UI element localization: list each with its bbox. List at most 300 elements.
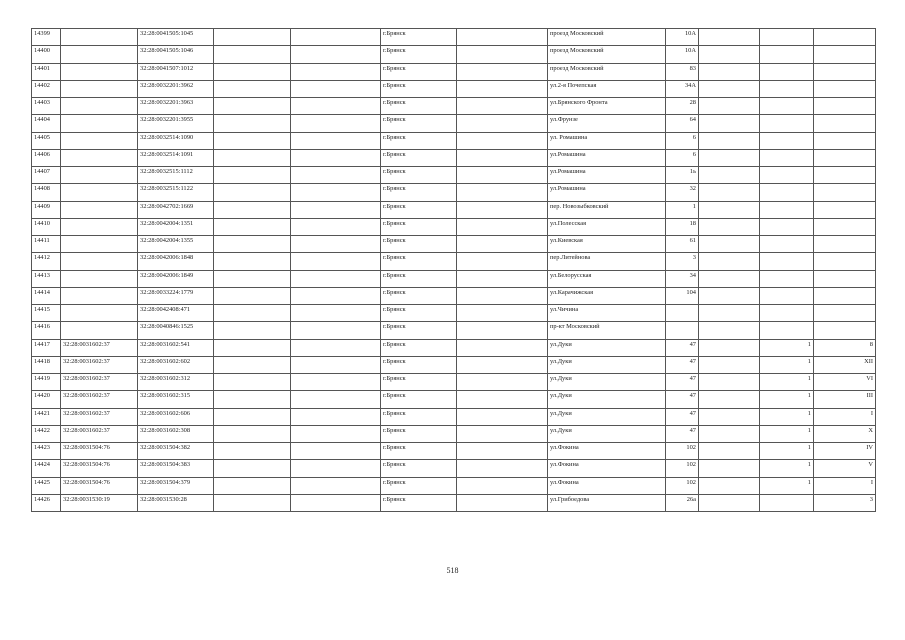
empty-cell bbox=[699, 115, 760, 132]
flat-cell: 1 bbox=[760, 391, 814, 408]
house-number-cell: 102 bbox=[666, 443, 699, 460]
table-row bbox=[32, 425, 876, 442]
city-cell: г.Брянск bbox=[381, 460, 457, 477]
empty-cell bbox=[699, 253, 760, 270]
cadastral-number-cell: 32:28:0040846:1525 bbox=[138, 322, 214, 339]
flat-cell bbox=[760, 149, 814, 166]
room-cell: I bbox=[814, 408, 876, 425]
empty-cell bbox=[699, 374, 760, 391]
room-cell bbox=[814, 201, 876, 218]
empty-cell bbox=[291, 115, 381, 132]
empty-cell bbox=[457, 425, 548, 442]
parent-cadastral-number-cell: 32:28:0031602:37 bbox=[61, 425, 138, 442]
empty-cell bbox=[699, 63, 760, 80]
house-number-cell: 47 bbox=[666, 374, 699, 391]
parent-cadastral-number-cell bbox=[61, 167, 138, 184]
street-cell: ул.Дуки bbox=[548, 408, 666, 425]
empty-cell bbox=[214, 63, 291, 80]
room-cell bbox=[814, 98, 876, 115]
street-cell: ул.Дуки bbox=[548, 356, 666, 373]
empty-cell bbox=[699, 339, 760, 356]
city-cell: г.Брянск bbox=[381, 287, 457, 304]
flat-cell bbox=[760, 201, 814, 218]
flat-cell bbox=[760, 305, 814, 322]
cadastral-number-cell: 32:28:0032514:1091 bbox=[138, 149, 214, 166]
empty-cell bbox=[457, 167, 548, 184]
parent-cadastral-number-cell: 32:28:0031602:37 bbox=[61, 374, 138, 391]
city-cell: г.Брянск bbox=[381, 339, 457, 356]
house-number-cell: 1 bbox=[666, 201, 699, 218]
empty-cell bbox=[699, 184, 760, 201]
house-number-cell: 102 bbox=[666, 460, 699, 477]
street-cell: ул.Фокина bbox=[548, 460, 666, 477]
city-cell: г.Брянск bbox=[381, 494, 457, 511]
empty-cell bbox=[291, 63, 381, 80]
city-cell: г.Брянск bbox=[381, 374, 457, 391]
parent-cadastral-number-cell bbox=[61, 46, 138, 63]
cadastral-number-cell: 32:28:0031602:541 bbox=[138, 339, 214, 356]
city-cell: г.Брянск bbox=[381, 391, 457, 408]
table-row bbox=[32, 63, 876, 80]
room-cell bbox=[814, 236, 876, 253]
cadastral-number-cell: 32:28:0031504:383 bbox=[138, 460, 214, 477]
table-row bbox=[32, 218, 876, 235]
parent-cadastral-number-cell bbox=[61, 149, 138, 166]
empty-cell bbox=[291, 322, 381, 339]
room-cell: 8 bbox=[814, 339, 876, 356]
flat-cell: 1 bbox=[760, 339, 814, 356]
flat-cell: 1 bbox=[760, 477, 814, 494]
city-cell: г.Брянск bbox=[381, 270, 457, 287]
house-number-cell: 3 bbox=[666, 253, 699, 270]
empty-cell bbox=[457, 270, 548, 287]
parent-cadastral-number-cell: 32:28:0031602:37 bbox=[61, 408, 138, 425]
parent-cadastral-number-cell: 32:28:0031602:37 bbox=[61, 339, 138, 356]
flat-cell bbox=[760, 184, 814, 201]
record-number-cell: 14421 bbox=[32, 408, 61, 425]
table-row bbox=[32, 201, 876, 218]
house-number-cell: 6 bbox=[666, 149, 699, 166]
room-cell bbox=[814, 270, 876, 287]
record-number-cell: 14413 bbox=[32, 270, 61, 287]
empty-cell bbox=[699, 46, 760, 63]
room-cell: I bbox=[814, 477, 876, 494]
empty-cell bbox=[291, 494, 381, 511]
cadastral-number-cell: 32:28:0042006:1848 bbox=[138, 253, 214, 270]
empty-cell bbox=[291, 339, 381, 356]
table-row bbox=[32, 477, 876, 494]
table-row bbox=[32, 253, 876, 270]
room-cell bbox=[814, 63, 876, 80]
house-number-cell: 32 bbox=[666, 184, 699, 201]
house-number-cell: 104 bbox=[666, 287, 699, 304]
table-row bbox=[32, 184, 876, 201]
parent-cadastral-number-cell bbox=[61, 253, 138, 270]
flat-cell bbox=[760, 80, 814, 97]
empty-cell bbox=[214, 218, 291, 235]
empty-cell bbox=[699, 356, 760, 373]
table-row bbox=[32, 29, 876, 46]
street-cell: пер.Литейнова bbox=[548, 253, 666, 270]
empty-cell bbox=[457, 374, 548, 391]
parent-cadastral-number-cell bbox=[61, 98, 138, 115]
house-number-cell: 28 bbox=[666, 98, 699, 115]
parent-cadastral-number-cell bbox=[61, 305, 138, 322]
registry-table bbox=[31, 28, 876, 512]
cadastral-number-cell: 32:28:0032201:3963 bbox=[138, 98, 214, 115]
empty-cell bbox=[214, 460, 291, 477]
city-cell: г.Брянск bbox=[381, 115, 457, 132]
cadastral-number-cell: 32:28:0042004:1351 bbox=[138, 218, 214, 235]
house-number-cell: 47 bbox=[666, 408, 699, 425]
empty-cell bbox=[699, 201, 760, 218]
record-number-cell: 14408 bbox=[32, 184, 61, 201]
parent-cadastral-number-cell bbox=[61, 80, 138, 97]
parent-cadastral-number-cell: 32:28:0031602:37 bbox=[61, 356, 138, 373]
table-row bbox=[32, 339, 876, 356]
house-number-cell: 47 bbox=[666, 356, 699, 373]
empty-cell bbox=[457, 132, 548, 149]
room-cell: X bbox=[814, 425, 876, 442]
record-number-cell: 14419 bbox=[32, 374, 61, 391]
empty-cell bbox=[457, 494, 548, 511]
flat-cell bbox=[760, 287, 814, 304]
house-number-cell: 34 bbox=[666, 270, 699, 287]
empty-cell bbox=[457, 149, 548, 166]
empty-cell bbox=[214, 322, 291, 339]
empty-cell bbox=[699, 149, 760, 166]
empty-cell bbox=[457, 339, 548, 356]
record-number-cell: 14406 bbox=[32, 149, 61, 166]
empty-cell bbox=[457, 287, 548, 304]
cadastral-number-cell: 32:28:0032201:3962 bbox=[138, 80, 214, 97]
flat-cell bbox=[760, 270, 814, 287]
empty-cell bbox=[214, 477, 291, 494]
city-cell: г.Брянск bbox=[381, 29, 457, 46]
flat-cell bbox=[760, 322, 814, 339]
empty-cell bbox=[291, 167, 381, 184]
empty-cell bbox=[291, 391, 381, 408]
page-number: 518 bbox=[446, 566, 459, 575]
house-number-cell: 10А bbox=[666, 46, 699, 63]
house-number-cell: 1ь bbox=[666, 167, 699, 184]
empty-cell bbox=[214, 115, 291, 132]
table-row bbox=[32, 494, 876, 511]
flat-cell: 1 bbox=[760, 408, 814, 425]
empty-cell bbox=[457, 115, 548, 132]
empty-cell bbox=[699, 270, 760, 287]
parent-cadastral-number-cell bbox=[61, 218, 138, 235]
house-number-cell: 64 bbox=[666, 115, 699, 132]
empty-cell bbox=[291, 46, 381, 63]
city-cell: г.Брянск bbox=[381, 477, 457, 494]
empty-cell bbox=[214, 98, 291, 115]
parent-cadastral-number-cell: 32:28:0031530:19 bbox=[61, 494, 138, 511]
street-cell: ул.Фокина bbox=[548, 477, 666, 494]
room-cell bbox=[814, 218, 876, 235]
parent-cadastral-number-cell bbox=[61, 322, 138, 339]
empty-cell bbox=[699, 322, 760, 339]
table-row bbox=[32, 305, 876, 322]
table-row bbox=[32, 80, 876, 97]
cadastral-number-cell: 32:28:0041505:1046 bbox=[138, 46, 214, 63]
street-cell: проезд Московский bbox=[548, 46, 666, 63]
street-cell: ул.Фрунзе bbox=[548, 115, 666, 132]
flat-cell bbox=[760, 29, 814, 46]
city-cell: г.Брянск bbox=[381, 356, 457, 373]
room-cell bbox=[814, 149, 876, 166]
parent-cadastral-number-cell bbox=[61, 29, 138, 46]
city-cell: г.Брянск bbox=[381, 132, 457, 149]
empty-cell bbox=[699, 494, 760, 511]
room-cell bbox=[814, 322, 876, 339]
record-number-cell: 14424 bbox=[32, 460, 61, 477]
empty-cell bbox=[699, 443, 760, 460]
flat-cell bbox=[760, 236, 814, 253]
empty-cell bbox=[214, 374, 291, 391]
cadastral-number-cell: 32:28:0031602:606 bbox=[138, 408, 214, 425]
cadastral-number-cell: 32:28:0032515:1112 bbox=[138, 167, 214, 184]
cadastral-number-cell: 32:28:0042004:1355 bbox=[138, 236, 214, 253]
empty-cell bbox=[214, 253, 291, 270]
record-number-cell: 14412 bbox=[32, 253, 61, 270]
city-cell: г.Брянск bbox=[381, 322, 457, 339]
parent-cadastral-number-cell bbox=[61, 115, 138, 132]
empty-cell bbox=[457, 322, 548, 339]
room-cell: XII bbox=[814, 356, 876, 373]
cadastral-number-cell: 32:28:0031504:382 bbox=[138, 443, 214, 460]
empty-cell bbox=[214, 356, 291, 373]
street-cell: ул.Ромашина bbox=[548, 184, 666, 201]
city-cell: г.Брянск bbox=[381, 201, 457, 218]
room-cell: V bbox=[814, 460, 876, 477]
empty-cell bbox=[457, 201, 548, 218]
empty-cell bbox=[214, 339, 291, 356]
house-number-cell: 102 bbox=[666, 477, 699, 494]
room-cell bbox=[814, 253, 876, 270]
street-cell: ул.Дуки bbox=[548, 339, 666, 356]
empty-cell bbox=[214, 46, 291, 63]
city-cell: г.Брянск bbox=[381, 184, 457, 201]
table-row bbox=[32, 356, 876, 373]
empty-cell bbox=[291, 80, 381, 97]
empty-cell bbox=[699, 132, 760, 149]
street-cell: проезд Московский bbox=[548, 63, 666, 80]
record-number-cell: 14407 bbox=[32, 167, 61, 184]
street-cell: ул.Ромашина bbox=[548, 149, 666, 166]
empty-cell bbox=[699, 408, 760, 425]
flat-cell bbox=[760, 63, 814, 80]
empty-cell bbox=[699, 460, 760, 477]
house-number-cell: 26а bbox=[666, 494, 699, 511]
table-row bbox=[32, 270, 876, 287]
empty-cell bbox=[214, 29, 291, 46]
city-cell: г.Брянск bbox=[381, 167, 457, 184]
parent-cadastral-number-cell bbox=[61, 287, 138, 304]
street-cell: проезд Московский bbox=[548, 29, 666, 46]
street-cell: ул.Дуки bbox=[548, 425, 666, 442]
city-cell: г.Брянск bbox=[381, 149, 457, 166]
empty-cell bbox=[214, 408, 291, 425]
parent-cadastral-number-cell: 32:28:0031504:76 bbox=[61, 477, 138, 494]
empty-cell bbox=[214, 287, 291, 304]
house-number-cell: 6 bbox=[666, 132, 699, 149]
record-number-cell: 14417 bbox=[32, 339, 61, 356]
empty-cell bbox=[291, 425, 381, 442]
city-cell: г.Брянск bbox=[381, 218, 457, 235]
empty-cell bbox=[291, 408, 381, 425]
empty-cell bbox=[457, 253, 548, 270]
flat-cell bbox=[760, 46, 814, 63]
cadastral-number-cell: 32:28:0031602:602 bbox=[138, 356, 214, 373]
empty-cell bbox=[214, 425, 291, 442]
street-cell: ул. Ромашина bbox=[548, 132, 666, 149]
street-cell: ул.Фокина bbox=[548, 443, 666, 460]
empty-cell bbox=[457, 63, 548, 80]
empty-cell bbox=[291, 29, 381, 46]
table-row bbox=[32, 374, 876, 391]
street-cell: ул.Дуки bbox=[548, 374, 666, 391]
table-row bbox=[32, 408, 876, 425]
parent-cadastral-number-cell bbox=[61, 132, 138, 149]
empty-cell bbox=[291, 287, 381, 304]
room-cell bbox=[814, 80, 876, 97]
empty-cell bbox=[699, 29, 760, 46]
table-row bbox=[32, 115, 876, 132]
record-number-cell: 14411 bbox=[32, 236, 61, 253]
table-row bbox=[32, 132, 876, 149]
cadastral-number-cell: 32:28:0032515:1122 bbox=[138, 184, 214, 201]
flat-cell: 1 bbox=[760, 460, 814, 477]
empty-cell bbox=[457, 29, 548, 46]
table-row bbox=[32, 149, 876, 166]
table-row bbox=[32, 167, 876, 184]
city-cell: г.Брянск bbox=[381, 80, 457, 97]
room-cell bbox=[814, 46, 876, 63]
city-cell: г.Брянск bbox=[381, 46, 457, 63]
room-cell: VI bbox=[814, 374, 876, 391]
flat-cell bbox=[760, 115, 814, 132]
cadastral-number-cell: 32:28:0032514:1090 bbox=[138, 132, 214, 149]
table-row bbox=[32, 460, 876, 477]
empty-cell bbox=[291, 356, 381, 373]
empty-cell bbox=[457, 391, 548, 408]
empty-cell bbox=[214, 167, 291, 184]
record-number-cell: 14416 bbox=[32, 322, 61, 339]
registry-table-body bbox=[32, 29, 876, 512]
flat-cell bbox=[760, 167, 814, 184]
parent-cadastral-number-cell bbox=[61, 270, 138, 287]
room-cell bbox=[814, 167, 876, 184]
street-cell: ул.Полесская bbox=[548, 218, 666, 235]
record-number-cell: 14426 bbox=[32, 494, 61, 511]
empty-cell bbox=[214, 391, 291, 408]
room-cell bbox=[814, 115, 876, 132]
flat-cell bbox=[760, 218, 814, 235]
record-number-cell: 14401 bbox=[32, 63, 61, 80]
house-number-cell: 61 bbox=[666, 236, 699, 253]
empty-cell bbox=[699, 80, 760, 97]
room-cell bbox=[814, 305, 876, 322]
cadastral-number-cell: 32:28:0041505:1045 bbox=[138, 29, 214, 46]
empty-cell bbox=[291, 460, 381, 477]
empty-cell bbox=[291, 270, 381, 287]
empty-cell bbox=[457, 46, 548, 63]
house-number-cell: 34А bbox=[666, 80, 699, 97]
empty-cell bbox=[291, 443, 381, 460]
record-number-cell: 14414 bbox=[32, 287, 61, 304]
record-number-cell: 14409 bbox=[32, 201, 61, 218]
room-cell: 3 bbox=[814, 494, 876, 511]
empty-cell bbox=[699, 477, 760, 494]
empty-cell bbox=[457, 184, 548, 201]
cadastral-number-cell: 32:28:0042006:1849 bbox=[138, 270, 214, 287]
flat-cell: 1 bbox=[760, 425, 814, 442]
empty-cell bbox=[457, 356, 548, 373]
street-cell: ул.Киевская bbox=[548, 236, 666, 253]
empty-cell bbox=[457, 305, 548, 322]
room-cell bbox=[814, 287, 876, 304]
empty-cell bbox=[291, 253, 381, 270]
empty-cell bbox=[214, 149, 291, 166]
empty-cell bbox=[457, 408, 548, 425]
house-number-cell: 10А bbox=[666, 29, 699, 46]
parent-cadastral-number-cell: 32:28:0031504:76 bbox=[61, 443, 138, 460]
empty-cell bbox=[457, 98, 548, 115]
flat-cell: 1 bbox=[760, 443, 814, 460]
house-number-cell bbox=[666, 305, 699, 322]
street-cell: пр-кт Московский bbox=[548, 322, 666, 339]
room-cell: III bbox=[814, 391, 876, 408]
table-row bbox=[32, 46, 876, 63]
record-number-cell: 14425 bbox=[32, 477, 61, 494]
parent-cadastral-number-cell: 32:28:0031504:76 bbox=[61, 460, 138, 477]
street-cell: ул.Грибоедова bbox=[548, 494, 666, 511]
empty-cell bbox=[457, 443, 548, 460]
empty-cell bbox=[291, 184, 381, 201]
street-cell: ул.Чичина bbox=[548, 305, 666, 322]
empty-cell bbox=[457, 477, 548, 494]
flat-cell: 1 bbox=[760, 374, 814, 391]
room-cell: IV bbox=[814, 443, 876, 460]
city-cell: г.Брянск bbox=[381, 408, 457, 425]
empty-cell bbox=[457, 80, 548, 97]
empty-cell bbox=[699, 236, 760, 253]
street-cell: ул.Брянского Фронта bbox=[548, 98, 666, 115]
street-cell: ул.Белорусская bbox=[548, 270, 666, 287]
room-cell bbox=[814, 29, 876, 46]
street-cell: пер. Новозыбковский bbox=[548, 201, 666, 218]
table-row bbox=[32, 443, 876, 460]
record-number-cell: 14405 bbox=[32, 132, 61, 149]
record-number-cell: 14418 bbox=[32, 356, 61, 373]
empty-cell bbox=[699, 425, 760, 442]
table-row bbox=[32, 98, 876, 115]
parent-cadastral-number-cell bbox=[61, 63, 138, 80]
cadastral-number-cell: 32:28:0041507:1012 bbox=[138, 63, 214, 80]
record-number-cell: 14415 bbox=[32, 305, 61, 322]
empty-cell bbox=[214, 132, 291, 149]
cadastral-number-cell: 32:28:0042702:1669 bbox=[138, 201, 214, 218]
room-cell bbox=[814, 184, 876, 201]
empty-cell bbox=[699, 287, 760, 304]
empty-cell bbox=[291, 201, 381, 218]
cadastral-number-cell: 32:28:0031602:315 bbox=[138, 391, 214, 408]
empty-cell bbox=[291, 477, 381, 494]
house-number-cell: 47 bbox=[666, 391, 699, 408]
record-number-cell: 14422 bbox=[32, 425, 61, 442]
empty-cell bbox=[457, 236, 548, 253]
